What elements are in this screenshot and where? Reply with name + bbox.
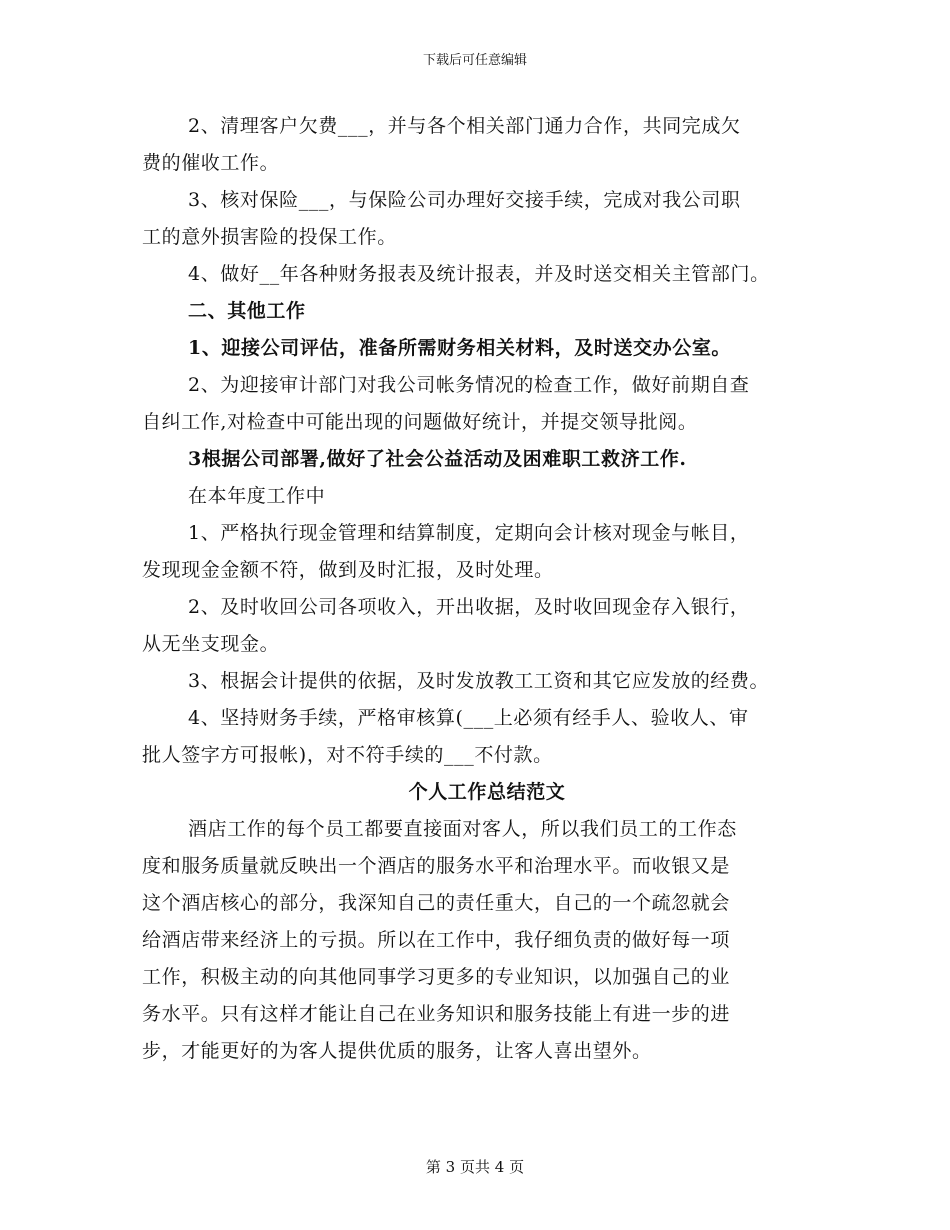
paragraph-line: 给酒店带来经济上的亏损。所以在工作中，我仔细负责的做好每一项 xyxy=(142,929,731,951)
paragraph-line: 在本年度工作中 xyxy=(188,485,326,507)
paragraph-line: 度和服务质量就反映出一个酒店的服务水平和治理水平。而收银又是 xyxy=(142,855,731,877)
paragraph-line: 批人签字方可报帐)，对不符手续的___不付款。 xyxy=(142,744,553,766)
paragraph-line: 费的催收工作。 xyxy=(142,152,280,174)
paragraph-line: 发现现金金额不符，做到及时汇报，及时处理。 xyxy=(142,559,554,581)
paragraph-line: 步，才能更好的为客人提供优质的服务，让客人喜出望外。 xyxy=(142,1040,652,1062)
bold-item: 1、迎接公司评估，准备所需财务相关材料，及时送交办公室。 xyxy=(188,337,732,359)
paragraph-line: 工作，积极主动的向其他同事学习更多的专业知识，以加强自己的业 xyxy=(142,966,731,988)
page-footer: 第 3 页共 4 页 xyxy=(425,1158,525,1176)
paragraph-line: 1、严格执行现金管理和结算制度，定期向会计核对现金与帐目， xyxy=(188,522,750,544)
paragraph-line: 4、做好__年各种财务报表及统计报表，并及时送交相关主管部门。 xyxy=(188,263,770,285)
paragraph-line: 酒店工作的每个员工都要直接面对客人，所以我们员工的工作态 xyxy=(188,818,737,840)
page-header: 下载后可任意编辑 xyxy=(422,53,527,68)
paragraph-line: 2、清理客户欠费___，并与各个相关部门通力合作，共同完成欠 xyxy=(188,115,741,137)
paragraph-line: 从无坐支现金。 xyxy=(142,633,280,655)
paragraph-line: 2、为迎接审计部门对我公司帐务情况的检查工作，做好前期自查 xyxy=(188,374,750,396)
paragraph-line: 3、核对保险___，与保险公司办理好交接手续，完成对我公司职 xyxy=(188,189,741,211)
paragraph-line: 4、坚持财务手续，严格审核算(___上必须有经手人、验收人、审 xyxy=(188,707,749,729)
paragraph-line: 3、根据会计提供的依据，及时发放教工工资和其它应发放的经费。 xyxy=(188,670,770,692)
paragraph-line: 务水平。只有这样才能让自己在业务知识和服务技能上有进一步的进 xyxy=(142,1003,731,1025)
document-body xyxy=(142,108,832,1070)
paragraph-line: 工的意外损害险的投保工作。 xyxy=(142,226,397,248)
bold-item: 3根据公司部署,做好了社会公益活动及困难职工救济工作. xyxy=(188,448,687,470)
paragraph-line: 这个酒店核心的部分，我深知自己的责任重大，自己的一个疏忽就会 xyxy=(142,892,731,914)
section-heading: 二、其他工作 xyxy=(188,300,306,322)
paragraph-line: 2、及时收回公司各项收入，开出收据，及时收回现金存入银行， xyxy=(188,596,750,618)
document-title: 个人工作总结范文 xyxy=(408,781,566,803)
paragraph-line: 自纠工作,对检查中可能出现的问题做好统计，并提交领导批阅。 xyxy=(142,411,698,433)
